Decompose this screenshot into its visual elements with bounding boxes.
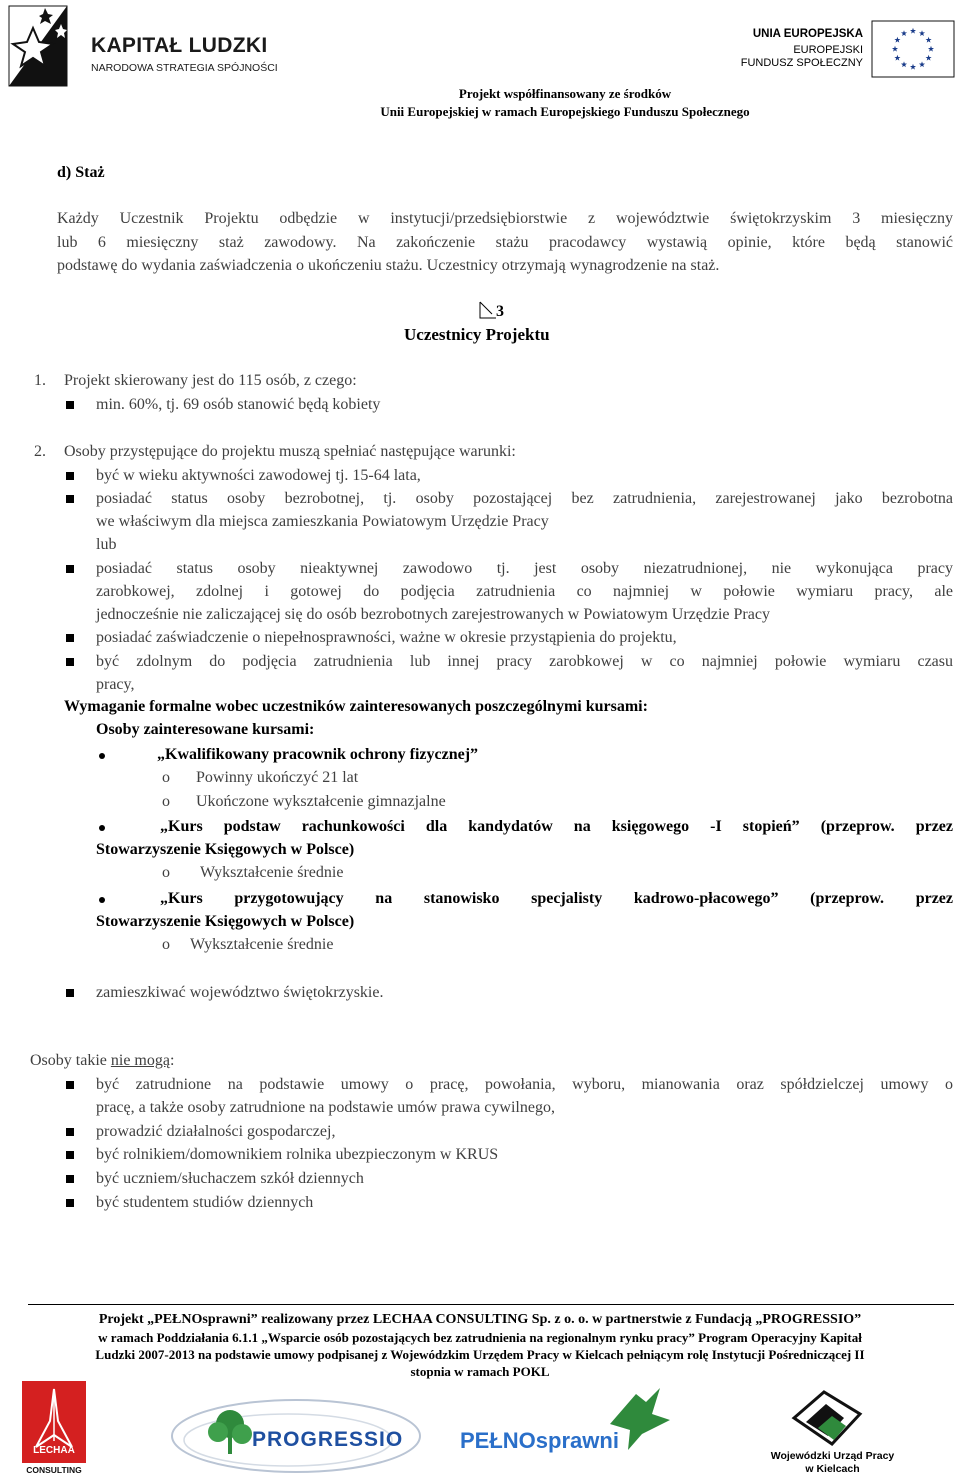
item2-bullet1: być w wieku aktywności zawodowej tj. 15-64 lata, bbox=[96, 467, 421, 484]
excluded-2: prowadzić działalności gospodarczej, bbox=[96, 1123, 336, 1140]
item1-bullet: min. 60%, tj. 69 osób stanowić będą kobiety bbox=[96, 396, 381, 413]
pelno-part: PEŁNO bbox=[460, 1428, 536, 1453]
footer-line3: Ludzki 2007-2013 na podstawie umowy podpisanej z Wojewódzkim Urzędem Pracy w Kielcach pełniącym rolę Instytucji Pośredniczącej II bbox=[95, 1347, 865, 1362]
excluded-3: być rolnikiem/domownikiem rolnika ubezpieczonym w KRUS bbox=[96, 1146, 499, 1163]
cofinance-line2: Unii Europejskiej w ramach Europejskiego Funduszu Społecznego bbox=[380, 104, 750, 119]
lechaa-sub: CONSULTING bbox=[26, 1465, 82, 1475]
wup-line2: w Kielcach bbox=[805, 1463, 860, 1475]
wup-line1: Wojewódzki Urząd Pracy bbox=[770, 1450, 895, 1462]
section-paragraph-line3: podstawę do wydania zaświadczenia o ukończeniu stażu. Uczestnicy otrzymają wynagrodzenie na staż. bbox=[57, 257, 720, 274]
ue-line2: EUROPEJSKI bbox=[793, 44, 863, 56]
round-bullet-icon bbox=[99, 825, 105, 831]
wup-logo bbox=[760, 1388, 905, 1476]
item2-bullet2-line2: we właściwym dla miejsca zamieszkania Powiatowym Urzędzie Pracy bbox=[96, 513, 549, 530]
footer-divider bbox=[28, 1304, 954, 1305]
square-bullet-icon bbox=[66, 1081, 74, 1089]
round-bullet-icon bbox=[99, 897, 105, 903]
square-bullet-icon bbox=[66, 1128, 74, 1136]
circle-bullet: o bbox=[162, 936, 170, 953]
section-heading: d) Staż bbox=[57, 164, 105, 181]
course1-req1: Powinny ukończyć 21 lat bbox=[196, 769, 359, 786]
section-paragraph-line2: lub 6 miesięczny staż zawodowy. Na zakończenie stażu pracodawcy wystawią opinie, które będą stanowić bbox=[57, 234, 953, 251]
square-bullet-icon bbox=[66, 565, 74, 573]
excluded-1-line2: pracę, a także osoby zatrudnione na podstawie umów prawa cywilnego, bbox=[96, 1099, 555, 1116]
item1-text: Projekt skierowany jest do 115 osób, z czego: bbox=[64, 372, 357, 389]
excluded-4: być uczniem/słuchaczem szkół dziennych bbox=[96, 1170, 364, 1187]
kl-subtitle: NARODOWA STRATEGIA SPÓJNOŚCI bbox=[91, 62, 278, 74]
excluded-intro-a: Osoby takie bbox=[30, 1052, 111, 1069]
item2-bullet4: posiadać zaświadczenie o niepełnosprawności, ważne w okresie przystąpienia do projektu, bbox=[96, 629, 677, 646]
section-paragraph-line1: Każdy Uczestnik Projektu odbędzie w instytucji/przedsiębiorstwie z województwie świętokrzyskim 3 miesięczny bbox=[57, 210, 953, 227]
wup-emblem-icon bbox=[788, 1388, 868, 1452]
course1-title: „Kwalifikowany pracownik ochrony fizycznej” bbox=[157, 746, 479, 763]
circle-bullet: o bbox=[162, 769, 170, 786]
ue-line3: FUNDUSZ SPOŁECZNY bbox=[740, 57, 863, 69]
circle-bullet: o bbox=[162, 793, 170, 810]
item2-number: 2. bbox=[34, 443, 46, 460]
progressio-name: PROGRESSIO bbox=[252, 1428, 404, 1451]
item2-lub: lub bbox=[96, 536, 117, 553]
course3-line1: „Kurs przygotowujący na stanowisko specjalisty kadrowo-płacowego” (przeprow. przez bbox=[160, 890, 953, 907]
item2-bullet3-line1: posiadać status osoby nieaktywnej zawodowo tj. jest osoby niezatrudnionej, nie wykonująca pracy bbox=[96, 560, 953, 577]
cofinance-line1: Projekt współfinansowany ze środków bbox=[458, 86, 672, 101]
footer-line1: Projekt „PEŁNOsprawni” realizowany przez LECHAA CONSULTING Sp. z o. o. w partnerstwie z Fundacją „PROGRESSIO” bbox=[98, 1312, 862, 1327]
square-bullet-icon bbox=[66, 1199, 74, 1207]
excluded-5: być studentem studiów dziennych bbox=[96, 1194, 314, 1211]
round-bullet-icon bbox=[99, 753, 105, 759]
square-bullet-icon bbox=[66, 1175, 74, 1183]
excluded-1-line1: być zatrudnione na podstawie umowy o pracę, powołania, wyboru, mianowania oraz spółdzielczej umowy o bbox=[96, 1076, 953, 1093]
square-bullet-icon bbox=[66, 472, 74, 480]
square-bullet-icon bbox=[66, 658, 74, 666]
subsection-title: Uczestnicy Projektu bbox=[404, 325, 550, 344]
sprawni-part: sprawni bbox=[535, 1428, 619, 1453]
residence-requirement: zamieszkiwać województwo świętokrzyskie. bbox=[96, 984, 384, 1001]
excluded-intro-b: nie mogą bbox=[110, 1052, 170, 1069]
square-bullet-icon bbox=[66, 401, 74, 409]
item2-bullet2-line1: posiadać status osoby bezrobotnej, tj. osoby pozostającej bez zatrudnienia, zarejestrowanej jako bezrobotna bbox=[96, 490, 953, 507]
eu-flag-icon bbox=[871, 20, 955, 78]
pelnosprawni-name bbox=[460, 1428, 619, 1454]
item2-bullet5-line1: być zdolnym do podjęcia zatrudnienia lub innej pracy zarobkowej w co najmniej połowie wymiaru czasu bbox=[96, 653, 953, 670]
circle-bullet: o bbox=[162, 864, 170, 881]
footer-line4: stopnia w ramach POKL bbox=[410, 1364, 550, 1379]
course2-req1: Wykształcenie średnie bbox=[200, 864, 344, 881]
heading-marker-icon bbox=[478, 300, 498, 320]
eu-logo bbox=[740, 20, 955, 80]
kapital-ludzki-logo bbox=[5, 4, 305, 92]
ue-line1: UNIA EUROPEJSKA bbox=[752, 28, 863, 40]
pelnosprawni-logo bbox=[456, 1384, 696, 1476]
square-bullet-icon bbox=[66, 989, 74, 997]
kapital-ludzki-emblem-icon bbox=[5, 4, 87, 88]
course1-req2: Ukończone wykształcenie gimnazjalne bbox=[196, 793, 446, 810]
excluded-intro bbox=[30, 1052, 174, 1070]
progressio-logo bbox=[168, 1384, 428, 1476]
excluded-intro-c: : bbox=[169, 1052, 175, 1069]
lechaa-logo bbox=[22, 1381, 86, 1476]
footer-line2: w ramach Poddziałania 6.1.1 „Wsparcie osób pozostających bez zatrudnienia na regionalnym rynku pracy” Program Operacyjny Kapitał bbox=[98, 1330, 862, 1345]
course3-line2: Stowarzyszenie Księgowych w Polsce) bbox=[96, 913, 355, 930]
course3-req1: Wykształcenie średnie bbox=[190, 936, 334, 953]
subsection-number: 3 bbox=[496, 303, 504, 320]
square-bullet-icon bbox=[66, 495, 74, 503]
course2-line1: „Kurs podstaw rachunkowości dla kandydatów na księgowego -I stopień” (przeprow. przez bbox=[160, 818, 953, 835]
item2-text: Osoby przystępujące do projektu muszą spełniać następujące warunki: bbox=[64, 443, 516, 460]
item2-bullet5-line2: pracy, bbox=[96, 676, 135, 693]
item2-bullet3-line2: zarobkowej, zdolnej i gotowej do podjęcia zatrudnienia co najmniej w połowie wymiaru pracy, ale bbox=[96, 583, 953, 600]
square-bullet-icon bbox=[66, 634, 74, 642]
kl-title: KAPITAŁ LUDZKI bbox=[91, 34, 268, 57]
item1-number: 1. bbox=[34, 372, 46, 389]
item2-bullet3-line3: jednocześnie nie zaliczającej się do osób bezrobotnych zarejestrowanych w Powiatowym Urzędzie Pracy bbox=[96, 606, 770, 623]
requirements-subtitle: Osoby zainteresowane kursami: bbox=[96, 721, 315, 738]
requirements-title: Wymaganie formalne wobec uczestników zainteresowanych poszczególnymi kursami: bbox=[64, 698, 648, 715]
square-bullet-icon bbox=[66, 1151, 74, 1159]
course2-line2: Stowarzyszenie Księgowych w Polsce) bbox=[96, 841, 355, 858]
lechaa-name: LECHAA bbox=[33, 1445, 75, 1456]
